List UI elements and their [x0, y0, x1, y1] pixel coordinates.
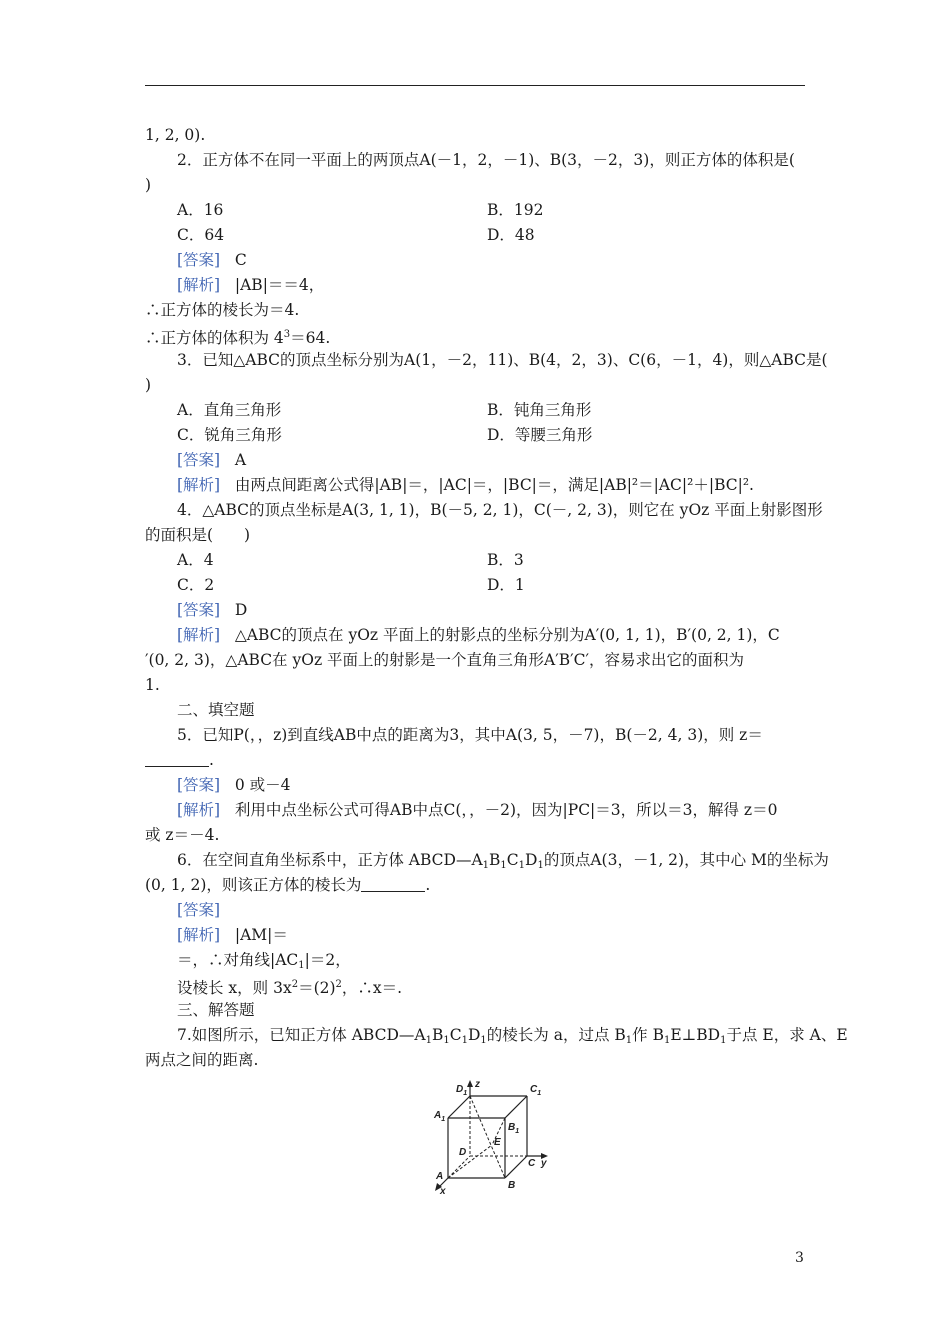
- label-z: z: [475, 1079, 480, 1090]
- edge-AD: [448, 1156, 470, 1178]
- label-A1: $A_1$: [434, 1110, 446, 1123]
- label-B: B: [508, 1180, 516, 1191]
- answer-tag: [答案]: [177, 901, 221, 919]
- option-a: A．4: [177, 551, 214, 569]
- explanation-line: [解析] |AB|＝＝4，: [177, 276, 325, 294]
- answer-tag: [答案]: [177, 451, 221, 469]
- explanation-tag: [解析]: [177, 926, 221, 944]
- explanation-line: [解析] |AM|＝: [177, 926, 288, 944]
- option-d: D．48: [487, 226, 535, 244]
- explanation-tag: [解析]: [177, 476, 221, 494]
- question-6: 6．在空间直角坐标系中，正方体 $ABCD—A_1B_1C_1D_1$的顶点A(3，－1, 2)，其中心 M的坐标为: [177, 851, 829, 871]
- question-3: 3．已知△ABC的顶点坐标分别为A(1，－2，11)、B(4，2，3)、C(6，－1，4)，则△ABC是(: [177, 351, 828, 369]
- question-2: 2．正方体不在同一平面上的两顶点A(－1，2，－1)、B(3，－2，3)，则正方体的体积是(: [177, 151, 795, 169]
- explanation-tag: [解析]: [177, 276, 221, 294]
- option-c: C．64: [177, 226, 225, 244]
- text-line: 或 z＝－4.: [145, 826, 220, 844]
- explanation-tag: [解析]: [177, 626, 221, 644]
- explanation-line: [解析] 由两点间距离公式得|AB|＝，|AC|＝，|BC|＝，满足|AB|²＝|AC|²＋|BC|².: [177, 476, 754, 494]
- z-arrow-icon: [467, 1080, 473, 1087]
- text-line: (0, 1, 2)，则该正方体的棱长为 .: [145, 876, 431, 894]
- edge-BC: [505, 1156, 527, 1178]
- answer-tag: [答案]: [177, 776, 221, 794]
- label-D: D: [459, 1147, 467, 1158]
- question-7: 7.如图所示，已知正方体 $ABCD—A_1B_1C_1D_1$的棱长为 a，过点 $B_1$作 $B_1E\perp BD_1$于点 E，求 A、E: [177, 1026, 848, 1046]
- label-A: A: [436, 1171, 444, 1182]
- text-line: 设棱长 x，则 $3x^2=(2)^2$，∴x＝.: [177, 979, 403, 997]
- option-c: C．2: [177, 576, 215, 594]
- text-line: ∴正方体的体积为 $4^3=64$.: [145, 329, 331, 347]
- seg-AE: [448, 1145, 492, 1178]
- fill-blank: [145, 752, 209, 767]
- label-B1: $B_1$: [508, 1122, 520, 1135]
- answer-tag: [答案]: [177, 601, 221, 619]
- option-b: B．192: [487, 201, 544, 219]
- edge-B1C1: [505, 1096, 527, 1118]
- label-C1: $C_1$: [530, 1084, 542, 1097]
- explanation-line: [解析] △ABC的顶点在 yOz 平面上的射影点的坐标分别为A′(0, 1, 1)，B′(0, 2, 1)，C: [177, 626, 780, 644]
- option-a: A．直角三角形: [177, 401, 282, 419]
- label-C: C: [528, 1158, 536, 1169]
- text-line: ∴正方体的棱长为＝4.: [145, 301, 300, 319]
- answer-line: [答案] D: [177, 601, 248, 619]
- text-line: ′(0, 2, 3)，△ABC在 yOz 平面上的射影是一个直角三角形A′B′C′，容易求出它的面积为: [145, 651, 745, 669]
- answer-line: [答案] C: [177, 251, 247, 269]
- answer-tag: [答案]: [177, 251, 221, 269]
- fill-blank: [361, 877, 425, 892]
- page-number: 3: [795, 1250, 804, 1266]
- text-line: ): [145, 176, 152, 194]
- label-E: E: [494, 1137, 501, 1148]
- option-c: C．锐角三角形: [177, 426, 282, 444]
- answer-line: [答案] A: [177, 451, 247, 469]
- text-line: 1.: [145, 676, 160, 694]
- cube-figure: [420, 1078, 560, 1196]
- question-5: 5．已知P(，，z)到直线AB中点的距离为3，其中A(3, 5，－7)，B(－2, 4, 3)，则 z＝: [177, 726, 763, 744]
- edge-A1D1: [448, 1096, 470, 1118]
- section-heading: 二、填空题: [177, 701, 255, 719]
- option-a: A．16: [177, 201, 224, 219]
- section-heading: 三、解答题: [177, 1001, 255, 1019]
- header-rule: [145, 85, 805, 86]
- label-D1: $D_1$: [456, 1084, 468, 1097]
- text-line: ＝，∴对角线$|AC_1|=2$，: [177, 951, 351, 971]
- text-line: 1, 2, 0).: [145, 126, 206, 144]
- explanation-tag: [解析]: [177, 801, 221, 819]
- text-line: ): [145, 376, 152, 394]
- answer-line: [答案] 0 或－4: [177, 776, 291, 794]
- label-y: y: [541, 1158, 547, 1169]
- text-line: 两点之间的距离.: [145, 1051, 259, 1069]
- label-x: x: [440, 1186, 446, 1196]
- option-b: B．钝角三角形: [487, 401, 592, 419]
- answer-line: [177, 900, 220, 920]
- text-line: 的面积是( ): [145, 526, 251, 544]
- option-d: D．1: [487, 576, 525, 594]
- option-d: D．等腰三角形: [487, 426, 593, 444]
- question-4: 4．△ABC的顶点坐标是A(3, 1, 1)，B(－5, 2, 1)，C(－, 2, 3)，则它在 yOz 平面上射影图形: [177, 501, 823, 519]
- text-line: .: [145, 750, 214, 770]
- option-b: B．3: [487, 551, 524, 569]
- explanation-line: [解析] 利用中点坐标公式可得AB中点C(，，－2)，因为|PC|＝3，所以＝3，解得 z＝0: [177, 801, 778, 819]
